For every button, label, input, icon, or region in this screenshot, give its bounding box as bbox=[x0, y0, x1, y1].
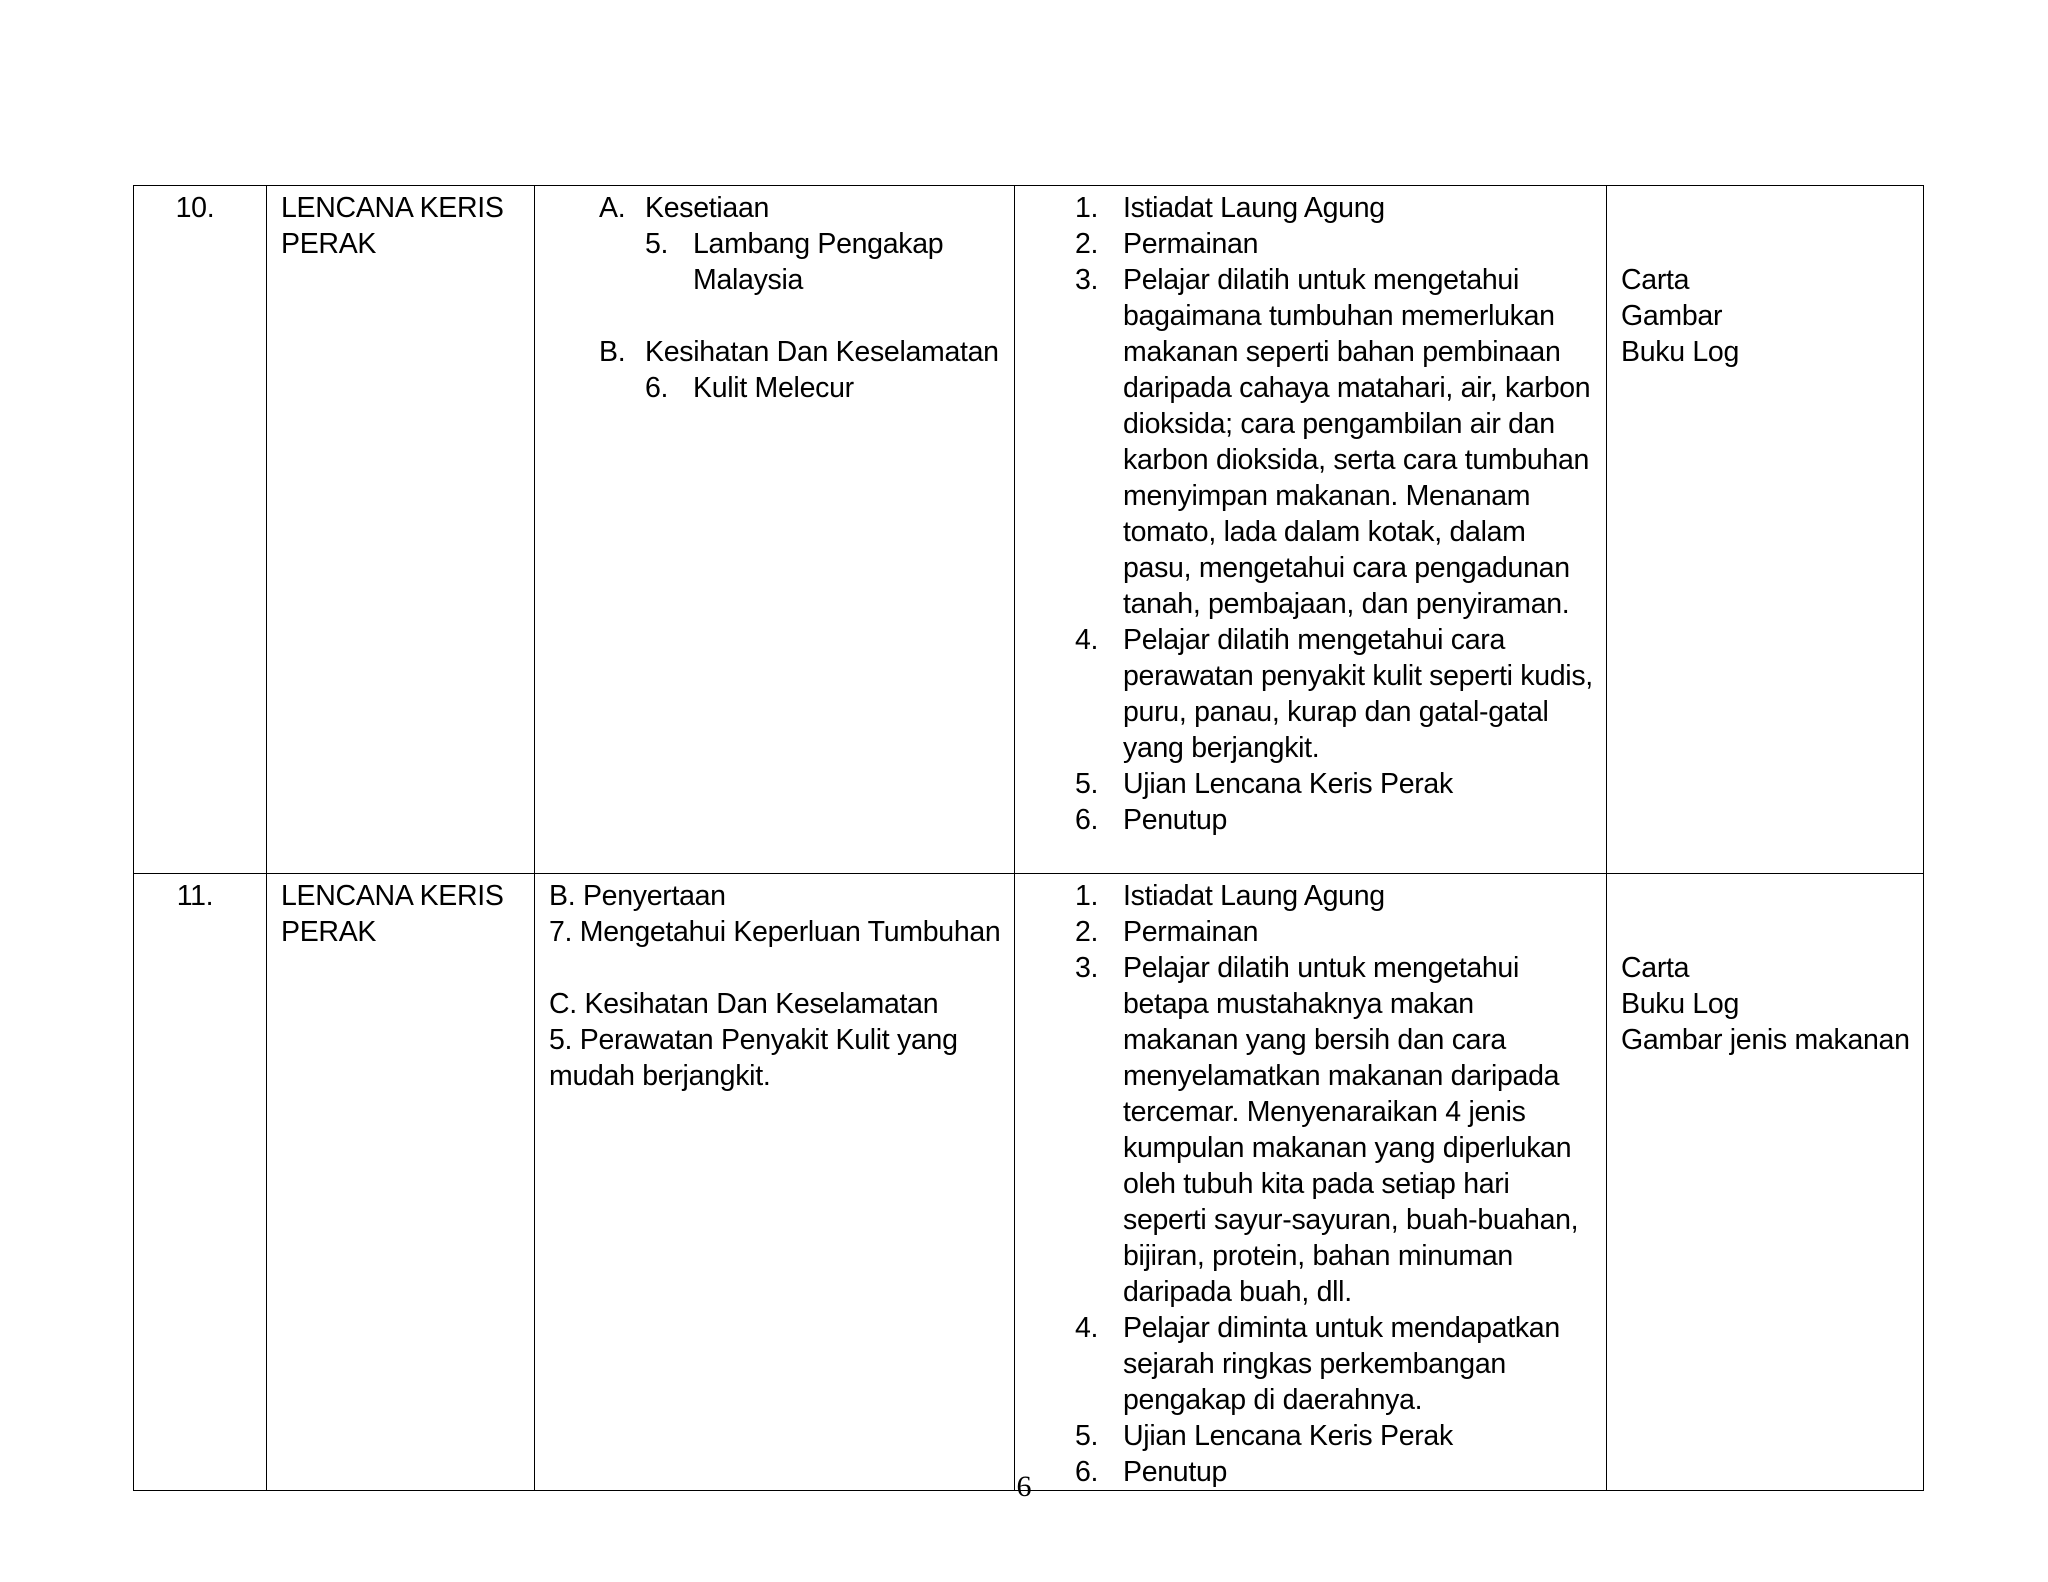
badge-name-line: LENCANA KERIS bbox=[281, 880, 504, 912]
activity-number: 6. bbox=[1075, 1456, 1099, 1488]
topic-line: B. Penyertaan bbox=[549, 880, 726, 912]
activity-text: Pelajar dilatih mengetahui cara perawatan penyakit kulit seperti kudis, puru, panau, kurap dan gatal-gatal yang berjangkit. bbox=[1123, 624, 1593, 764]
row-number: 10. bbox=[175, 192, 215, 224]
topic-line: 5. Perawatan Penyakit Kulit yang bbox=[549, 1024, 958, 1056]
resource-item: Gambar bbox=[1621, 300, 1723, 332]
activity-text: Ujian Lencana Keris Perak bbox=[1123, 768, 1453, 800]
badge-cell bbox=[267, 874, 535, 1491]
lesson-plan-table bbox=[133, 185, 1924, 1491]
activity-number: 6. bbox=[1075, 804, 1099, 836]
topics-cell bbox=[535, 186, 1015, 874]
activity-text: Penutup bbox=[1123, 1456, 1228, 1488]
badge-name-line: PERAK bbox=[281, 916, 377, 948]
activity-text: Pelajar dilatih untuk mengetahui bagaimana tumbuhan memerlukan makanan seperti bahan pembinaan daripada cahaya matahari, air, karbon dioksida; cara pengambilan air dan karbon dioksida, serta cara tumbuhan menyimpan makanan. Menanam tomato, lada dalam kotak, dalam pasu, mengetahui cara pengadunan tanah, pembajaan, dan penyiraman. bbox=[1123, 264, 1591, 620]
topic-line: C. Kesihatan Dan Keselamatan bbox=[549, 988, 939, 1020]
row-number: 11. bbox=[176, 880, 214, 912]
activity-text: Pelajar dilatih untuk mengetahui betapa mustahaknya makan makanan yang bersih dan cara menyelamatkan makanan daripada tercemar. Menyenaraikan 4 jenis kumpulan makanan yang diperlukan oleh tubuh kita pada setiap hari seperti sayur-sayuran, buah-buahan, bijiran, protein, bahan minuman daripada buah, dll. bbox=[1123, 952, 1579, 1308]
activity-number: 1. bbox=[1075, 192, 1099, 224]
activity-number: 5. bbox=[1075, 1420, 1099, 1452]
activity-item bbox=[1075, 802, 1596, 838]
activity-item bbox=[1075, 226, 1596, 262]
activity-item bbox=[1075, 1418, 1596, 1454]
badge-name-line: LENCANA KERIS bbox=[281, 192, 504, 224]
topic-line: mudah berjangkit. bbox=[549, 1060, 771, 1092]
activity-item bbox=[1075, 190, 1596, 226]
topic-heading bbox=[599, 334, 1006, 370]
resources-cell bbox=[1607, 874, 1924, 1491]
topic-subitem bbox=[645, 226, 1006, 298]
row-number-cell bbox=[134, 874, 267, 1491]
topics-cell bbox=[535, 874, 1015, 1491]
activity-number: 4. bbox=[1075, 1312, 1099, 1344]
row-number-cell bbox=[134, 186, 267, 874]
activities-list bbox=[1075, 190, 1596, 838]
resource-item: Buku Log bbox=[1621, 988, 1740, 1020]
subitem-number: 6. bbox=[645, 372, 669, 404]
activity-number: 1. bbox=[1075, 880, 1099, 912]
activity-number: 5. bbox=[1075, 768, 1099, 800]
activity-item bbox=[1075, 950, 1596, 1310]
activity-text: Istiadat Laung Agung bbox=[1123, 880, 1385, 912]
activity-item bbox=[1075, 766, 1596, 802]
activity-text: Permainan bbox=[1123, 228, 1259, 260]
subitem-title: Kulit Melecur bbox=[693, 372, 854, 404]
badge-cell bbox=[267, 186, 535, 874]
resources-cell bbox=[1607, 186, 1924, 874]
activity-item bbox=[1075, 1310, 1596, 1418]
topic-title: Kesihatan Dan Keselamatan bbox=[645, 336, 999, 368]
resource-item: Carta bbox=[1621, 952, 1690, 984]
resource-item: Carta bbox=[1621, 264, 1690, 296]
activity-text: Pelajar diminta untuk mendapatkan sejarah ringkas perkembangan pengakap di daerahnya. bbox=[1123, 1312, 1560, 1416]
topic-letter: B. bbox=[599, 336, 626, 368]
table-row bbox=[134, 186, 1924, 874]
activity-number: 3. bbox=[1075, 952, 1099, 984]
activity-item bbox=[1075, 914, 1596, 950]
resource-item: Gambar jenis makanan bbox=[1621, 1024, 1910, 1056]
topic-title: Kesetiaan bbox=[645, 192, 770, 224]
resource-item: Buku Log bbox=[1621, 336, 1740, 368]
activity-text: Istiadat Laung Agung bbox=[1123, 192, 1385, 224]
subitem-number: 5. bbox=[645, 228, 669, 260]
topic-letter: A. bbox=[599, 192, 626, 224]
badge-name-line: PERAK bbox=[281, 228, 377, 260]
activity-number: 3. bbox=[1075, 264, 1099, 296]
activity-text: Ujian Lencana Keris Perak bbox=[1123, 1420, 1453, 1452]
activity-text: Permainan bbox=[1123, 916, 1259, 948]
activities-cell bbox=[1015, 874, 1607, 1491]
table-row bbox=[134, 874, 1924, 1491]
activity-item bbox=[1075, 622, 1596, 766]
activity-item bbox=[1075, 262, 1596, 622]
activity-number: 2. bbox=[1075, 228, 1099, 260]
topic-subitem bbox=[645, 370, 1006, 406]
subitem-title: Lambang Pengakap Malaysia bbox=[693, 228, 944, 296]
activity-number: 4. bbox=[1075, 624, 1099, 656]
activity-item bbox=[1075, 878, 1596, 914]
activity-number: 2. bbox=[1075, 916, 1099, 948]
page-number: 6 bbox=[1016, 1470, 1032, 1503]
activities-list bbox=[1075, 878, 1596, 1490]
activities-cell bbox=[1015, 186, 1607, 874]
topic-line: 7. Mengetahui Keperluan Tumbuhan bbox=[549, 916, 1001, 948]
topic-heading bbox=[599, 190, 1006, 226]
activity-text: Penutup bbox=[1123, 804, 1228, 836]
